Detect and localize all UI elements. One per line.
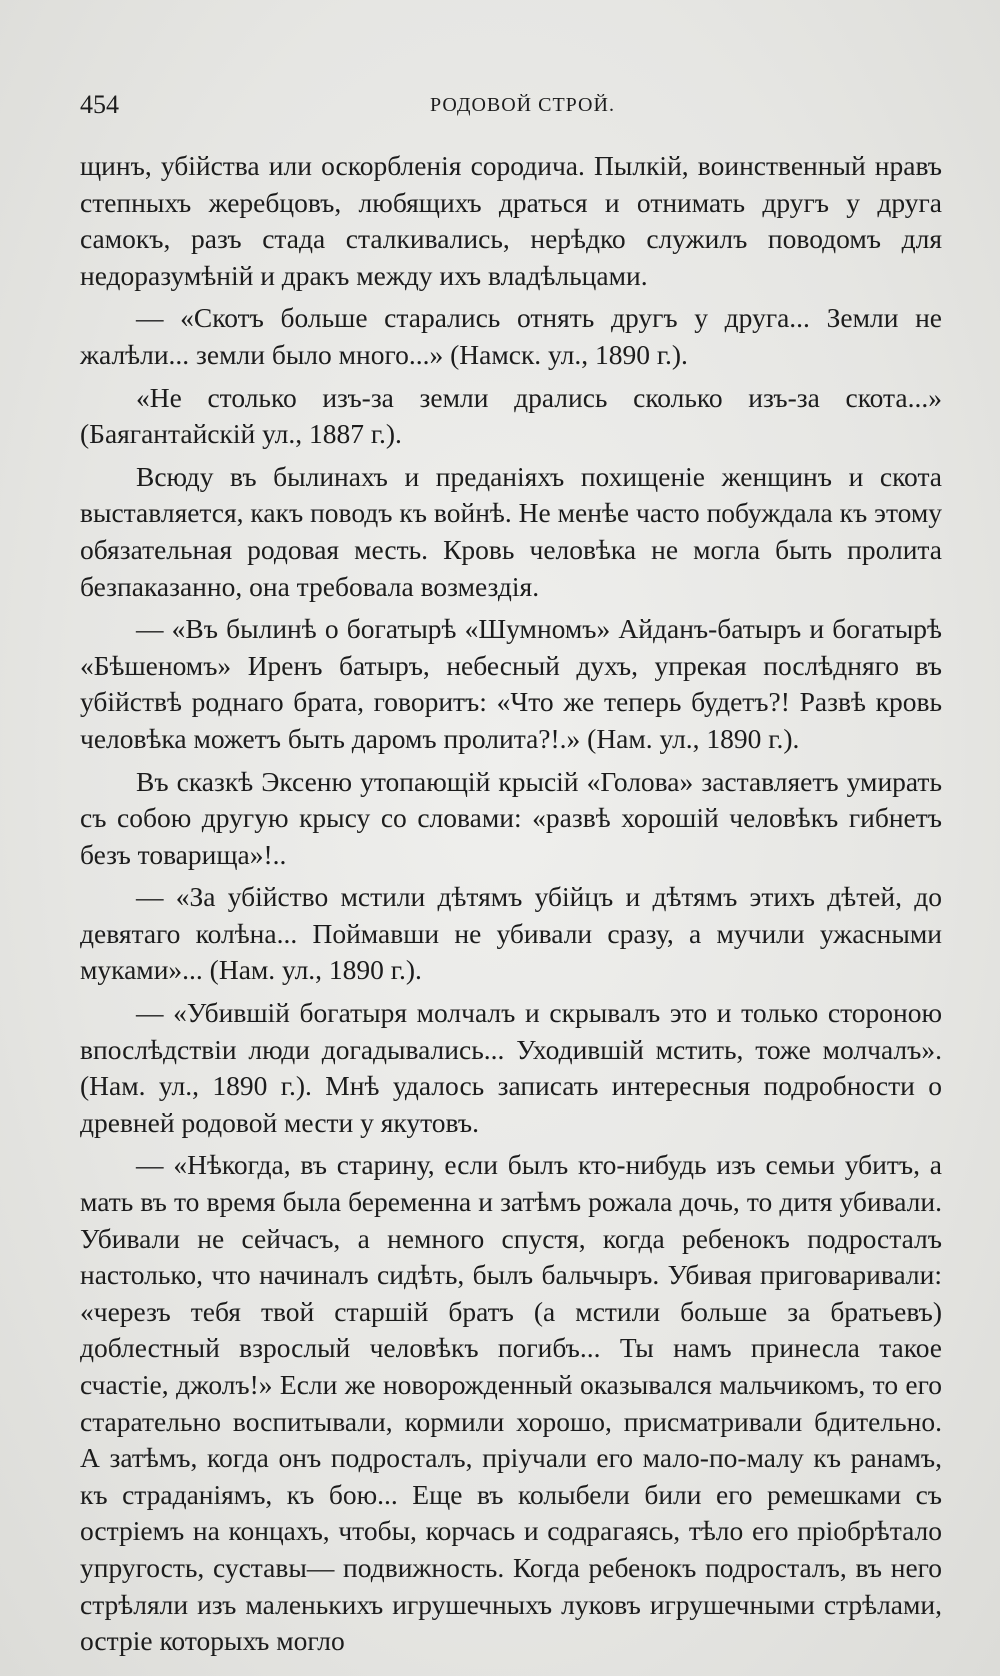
paragraph: «Не столько изъ-за земли дрались сколько изъ-за скота...» (Баягантайскій ул., 1887 г.). <box>80 381 942 450</box>
paragraph: щинъ, убійства или оскорбленія сородича. Пылкій, воинственный нравъ степныхъ жеребцовъ, любящихъ драться и отнимать другъ у друга самокъ, разъ стада сталкивались, нерѣдко служилъ поводомъ для недоразумѣній и дракъ между ихъ владѣльцами. <box>80 150 942 291</box>
paragraph: — «Убившій богатыря молчалъ и скрывалъ это и только стороною впослѣдствіи люди догадывались... Уходившій мстить, тоже молчалъ». (Нам. ул., 1890 г.). Мнѣ удалось записать интересныя подробности о древней родовой мести у якутовъ. <box>80 997 942 1138</box>
page-header <box>80 90 940 130</box>
paragraph: — «Нѣкогда, въ старину, если былъ кто-нибудь изъ семьи убитъ, а мать въ то время была беременна и затѣмъ рожала дочь, то дитя убивали. Убивали не сейчасъ, а немного спустя, когда ребенокъ подросталъ настолько, что начиналъ сидѣть, былъ бальчыръ. Убивая приговаривали: «черезъ тебя твой старшій братъ (а мстили больше за братьевъ) доблестный взрослый человѣкъ погибъ... Ты намъ принесла такое счастіе, джолъ!» Если же новорожденный оказывался мальчикомъ, то его старательно воспитывали, кормили хорошо, присматривали бдительно. А затѣмъ, когда онъ подросталъ, пріучали его мало-по-малу къ ранамъ, къ страданіямъ, къ бою... Еще въ колыбели били его ремешками съ остріемъ на концахъ, чтобы, корчась и содрагаясь, тѣло его пріобрѣтало упругость, суставы— подвижность. Когда ребенокъ подросталъ, въ него стрѣляли изъ маленькихъ игрушечныхъ луковъ игрушечными стрѣлами, остріе которыхъ могло <box>80 1149 942 1657</box>
paragraph: — «Скотъ больше старались отнять другъ у друга... Земли не жалѣли... земли было много...» (Намск. ул., 1890 г.). <box>80 302 942 370</box>
running-title: РОДОВОЙ СТРОЙ. <box>430 94 615 116</box>
paragraph: Всюду въ былинахъ и преданіяхъ похищеніе женщинъ и скота выставляется, какъ поводъ къ войнѣ. Не менѣе часто побуждала къ этому обязательная родовая месть. Кровь человѣка не могла быть пролита безпаказанно, она требовала возмездія. <box>80 460 942 602</box>
paragraph: — «Въ былинѣ о богатырѣ «Шумномъ» Айданъ-батыръ и богатырѣ «Бѣшеномъ» Иренъ батыръ, небесный духъ, упрекая послѣдняго въ убійствѣ роднаго брата, говоритъ: «Что же теперь будетъ?! Развѣ кровь человѣка можетъ быть даромъ пролита?!.» (Нам. ул., 1890 г.). <box>80 613 942 754</box>
paragraph: — «За убійство мстили дѣтямъ убійцъ и дѣтямъ этихъ дѣтей, до девятаго колѣна... Поймавши не убивали сразу, а мучили ужасными муками»... (Нам. ул., 1890 г.). <box>80 881 942 986</box>
page-number: 454 <box>80 90 119 119</box>
paragraph: Въ сказкѣ Эксеню утопающій крысій «Голова» заставляетъ умирать съ собою другую крысу со словами: «развѣ хорошій человѣкъ гибнетъ безъ товарища»!.. <box>80 765 942 870</box>
body-text <box>80 148 942 1666</box>
